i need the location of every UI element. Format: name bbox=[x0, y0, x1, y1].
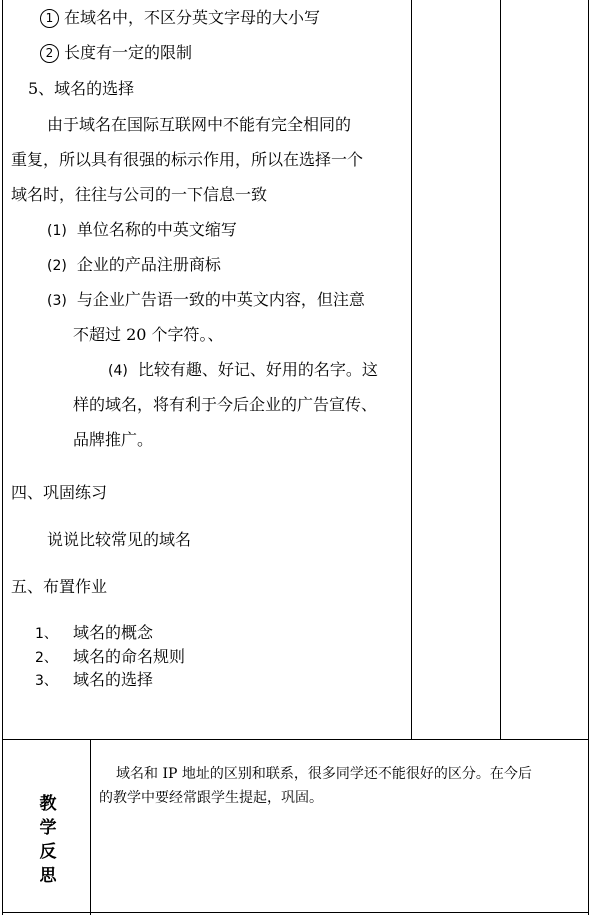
list-item-3-continuation: 不超过 20 个字符。、 bbox=[73, 325, 224, 344]
list-item-4 bbox=[108, 360, 378, 381]
reflection-label-char-2: 学 bbox=[39, 818, 57, 838]
paragraph-line-2: 重复，所以具有很强的标示作用，所以在选择一个 bbox=[11, 150, 364, 169]
rule-2 bbox=[40, 43, 192, 63]
reflection-label-char-1: 教 bbox=[39, 794, 57, 814]
reflection-text-line-2: 的教学中要经常跟学生提起，巩固。 bbox=[99, 790, 323, 806]
column-divider-1 bbox=[411, 0, 412, 740]
homework-item-1-number: 1、 bbox=[35, 626, 58, 642]
list-item-1-number: (1) bbox=[47, 223, 67, 239]
reflection-label-char-4: 思 bbox=[39, 866, 57, 886]
homework-item-1 bbox=[35, 623, 153, 644]
paragraph-line-3: 域名时，往往与公司的一下信息一致 bbox=[11, 185, 268, 204]
practice-text: 说说比较常见的域名 bbox=[47, 530, 192, 549]
homework-item-1-text: 域名的概念 bbox=[73, 623, 154, 642]
homework-item-2 bbox=[35, 647, 185, 668]
list-item-2-text: 企业的产品注册商标 bbox=[76, 255, 221, 274]
homework-item-3-text: 域名的选择 bbox=[73, 670, 154, 689]
table-border-bottom bbox=[2, 912, 589, 913]
list-item-3-text: 与企业广告语一致的中英文内容，但注意 bbox=[76, 290, 365, 309]
section-5-title: 5、域名的选择 bbox=[28, 79, 135, 98]
list-item-4-line-3: 品牌推广。 bbox=[73, 430, 154, 449]
rule-1 bbox=[40, 8, 320, 28]
list-item-1 bbox=[47, 220, 237, 241]
homework-item-3 bbox=[35, 670, 153, 691]
list-item-3-number: (3) bbox=[47, 293, 67, 309]
reflection-label-char-3: 反 bbox=[39, 842, 57, 862]
list-item-3 bbox=[47, 290, 365, 311]
circled-number-2: 2 bbox=[40, 44, 59, 63]
homework-item-3-number: 3、 bbox=[35, 673, 58, 689]
rule-1-text: 在域名中，不区分英文字母的大小写 bbox=[64, 8, 321, 27]
homework-item-2-number: 2、 bbox=[35, 650, 58, 666]
list-item-2-number: (2) bbox=[47, 258, 67, 274]
list-item-2 bbox=[47, 255, 221, 276]
reflection-label-divider bbox=[90, 740, 91, 915]
circled-number-1: 1 bbox=[40, 9, 59, 28]
list-item-1-text: 单位名称的中英文缩写 bbox=[76, 220, 237, 239]
homework-item-2-text: 域名的命名规则 bbox=[73, 647, 186, 666]
paragraph-line-1: 由于域名在国际互联网中不能有完全相同的 bbox=[47, 115, 352, 134]
column-divider-2 bbox=[500, 0, 501, 740]
table-border-right bbox=[588, 0, 589, 915]
rule-2-text: 长度有一定的限制 bbox=[64, 43, 193, 62]
table-border-left bbox=[2, 0, 3, 915]
list-item-4-number: (4) bbox=[108, 363, 128, 379]
list-item-4-text: 比较有趣、好记、好用的名字。这 bbox=[137, 360, 378, 379]
list-item-4-line-2: 样的域名，将有利于今后企业的广告宣传、 bbox=[73, 395, 378, 414]
section-4-title: 四、巩固练习 bbox=[11, 483, 108, 502]
section-5b-title: 五、布置作业 bbox=[11, 577, 108, 596]
reflection-text-line-1: 域名和 IP 地址的区别和联系，很多同学还不能很好的区分。在今后 bbox=[116, 766, 532, 782]
